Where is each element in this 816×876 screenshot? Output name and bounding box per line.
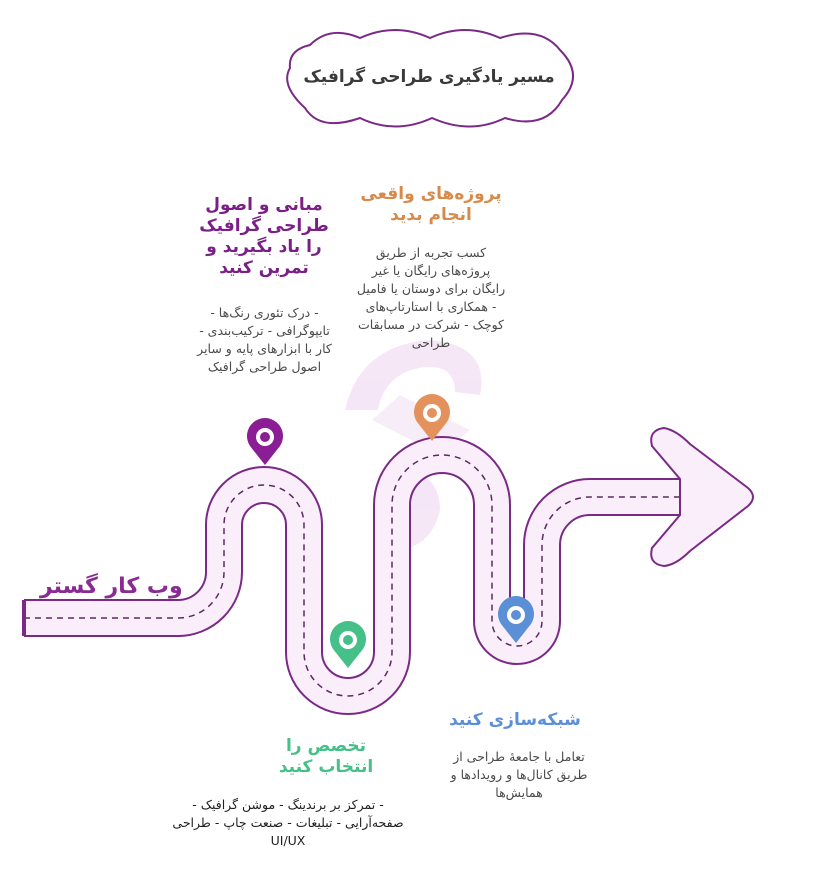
step-1-body: - درک تئوری رنگ‌ها - تایپوگرافی - ترکیب‌بندی - کار با ابزارهای پایه و سایر اصول طراحی گرافیک <box>197 305 332 374</box>
step-3-heading: پروژه‌های واقعی انجام بدید <box>360 184 502 225</box>
step-2-heading: تخصص را انتخاب کنید <box>278 736 374 777</box>
pin-green <box>330 621 366 668</box>
watermark-text: وب کار گستر <box>40 574 183 599</box>
winding-road <box>22 428 753 696</box>
step-1-heading: مبانی و اصول طراحی گرافیک را یاد بگیرید و تمرین کنید <box>199 195 329 278</box>
step-3-body: کسب تجربه از طریق پروژه‌های رایگان یا غیر رایگان برای دوستان یا فامیل - همکاری با استارتاپ‌های کوچک - شرکت در مسابقات طراحی <box>356 245 506 350</box>
pin-purple <box>247 418 283 465</box>
step-2-body: - تمرکز بر برندینگ - موشن گرافیک - صفحه‌آرایی - تبلیغات - صنعت چاپ - طراحی UI/UX <box>172 797 404 848</box>
step-4-body: تعامل با جامعهٔ طراحی از طریق کانال‌ها و رویدادها و همایش‌ها <box>450 749 588 800</box>
step-4-heading: شبکه‌سازی کنید <box>449 710 581 730</box>
diagram-title: مسیر یادگیری طراحی گرافیک <box>303 67 555 87</box>
